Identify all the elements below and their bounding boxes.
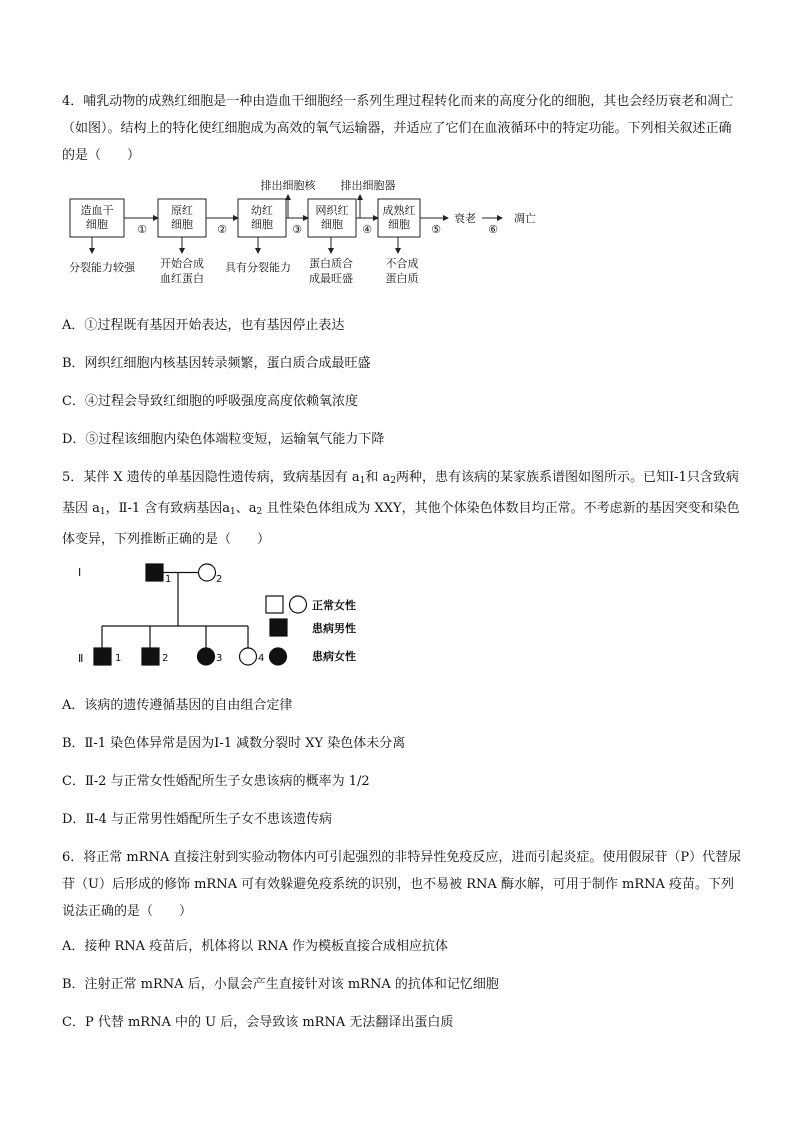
label-II-4: 4 <box>258 653 265 664</box>
legend-normal-female-symbol <box>290 596 307 613</box>
cell-stage-label-3: 细胞 <box>251 218 273 231</box>
step-marker-1: ① <box>137 223 147 236</box>
generation-I-label: Ⅰ <box>78 566 82 579</box>
stage-feature-label-5: 蛋白质 <box>385 272 419 285</box>
step-marker-6: ⑥ <box>488 223 498 236</box>
q4-option-b: B．网织红细胞内核基因转录频繁，蛋白质合成最旺盛 <box>62 356 371 371</box>
individual-I-2 <box>199 564 216 581</box>
q6-option-c: C．P 代替 mRNA 中的 U 后，会导致该 mRNA 无法翻译出蛋白质 <box>62 1015 454 1030</box>
label-nucleus-expelled: 排出细胞核 <box>260 179 316 192</box>
q4-option-d: D．⑤过程该细胞内染色体端粒变短，运输氧气能力下降 <box>62 432 385 447</box>
individual-II-4 <box>240 648 257 665</box>
cell-stage-label-1: 造血干 <box>80 204 114 217</box>
cell-stage-label-2: 原红 <box>171 204 193 217</box>
label-organelles-expelled: 排出细胞器 <box>340 179 396 192</box>
stage-feature-label-4: 蛋白质合 <box>309 257 353 270</box>
step-marker-4: ④ <box>362 223 372 236</box>
pedigree-figure <box>66 556 376 680</box>
individual-II-1 <box>94 648 111 665</box>
legend-normal-female-text: 正常女性 <box>312 599 356 612</box>
question-4-stem: 4．哺乳动物的成熟红细胞是一种由造血干细胞经一系列生理过程转化而来的高度分化的细胞，其也会经历衰老和凋亡（如图）。结构上的特化使红细胞成为高效的氧气运输器，并适应了它们在血液循环中的特定功能。下列相关叙述正确的是（ ） <box>62 94 734 163</box>
erythrocyte-differentiation-figure <box>66 175 546 301</box>
stage-feature-label-1: 分裂能力较强 <box>69 261 135 274</box>
cell-stage-label-4: 网织红 <box>315 204 349 217</box>
label-II-3: 3 <box>216 653 223 664</box>
q4-option-c: C．④过程会导致红细胞的呼吸强度高度依赖氧浓度 <box>62 394 358 409</box>
cell-stage-label-5: 成熟红 <box>382 204 416 217</box>
legend-affected-female-symbol <box>270 648 287 665</box>
cell-stage-label-5: 细胞 <box>388 218 410 231</box>
cell-stage-label-4: 细胞 <box>321 218 343 231</box>
stage-feature-label-2: 血红蛋白 <box>160 272 204 285</box>
label-I-2: 2 <box>216 574 223 585</box>
q5-option-c: C．Ⅱ-2 与正常女性婚配所生子女患该病的概率为 1/2 <box>62 774 370 789</box>
q5-option-d: D．Ⅱ-4 与正常男性婚配所生子女不患该遗传病 <box>62 812 333 827</box>
step-marker-3: ③ <box>292 223 302 236</box>
cell-stage-label-3: 幼红 <box>251 204 273 217</box>
label-aging: 衰老 <box>454 212 476 225</box>
label-apoptosis: 凋亡 <box>514 212 536 225</box>
stage-feature-label-5: 不合成 <box>385 257 419 270</box>
stage-feature-label-4: 成最旺盛 <box>309 272 353 285</box>
label-II-2: 2 <box>162 653 169 664</box>
label-II-1: 1 <box>115 653 122 664</box>
q5-option-a: A．该病的遗传遵循基因的自由组合定律 <box>62 698 293 713</box>
step-marker-5: ⑤ <box>431 223 441 236</box>
individual-I-1 <box>146 564 163 581</box>
cell-stage-label-1: 细胞 <box>86 218 108 231</box>
q5-option-b: B．Ⅱ-1 染色体异常是因为Ⅰ-1 减数分裂时 XY 染色体未分离 <box>62 736 406 751</box>
question-6-stem: 6．将正常 mRNA 直接注射到实验动物体内可引起强烈的非特异性免疫反应，进而引起炎症。使用假尿苷（P）代替尿苷（U）后形成的修饰 mRNA 可有效躲避免疫系统的识别，也不易被 RNA 酶水解，可用于制作 mRNA 疫苗。下列说法正确的是（ ） <box>62 850 742 919</box>
individual-II-3 <box>198 648 215 665</box>
legend-affected-male-text: 患病男性 <box>312 622 356 635</box>
stage-feature-label-3: 具有分裂能力 <box>225 261 291 274</box>
step-marker-2: ② <box>217 223 227 236</box>
generation-II-label: Ⅱ <box>78 652 84 665</box>
individual-II-2 <box>142 648 159 665</box>
legend-affected-female-text: 患病女性 <box>312 650 356 663</box>
stage-feature-label-2: 开始合成 <box>160 257 204 270</box>
legend-normal-male-symbol <box>266 596 283 613</box>
legend-affected-male-symbol <box>270 619 287 636</box>
q6-option-a: A．接种 RNA 疫苗后，机体将以 RNA 作为模板直接合成相应抗体 <box>62 939 449 954</box>
cell-stage-label-2: 细胞 <box>171 218 193 231</box>
label-I-1: 1 <box>165 574 172 585</box>
pedigree-chart <box>66 556 376 676</box>
q6-option-b: B．注射正常 mRNA 后，小鼠会产生直接针对该 mRNA 的抗体和记忆细胞 <box>62 977 499 992</box>
differentiation-diagram <box>66 175 546 297</box>
question-5-stem: 5．某伴 X 遗传的单基因隐性遗传病，致病基因有 $a_1$和 $a_2$两种，患有该病的某家族系谱图如图所示。已知Ⅰ-1只含致病基因 $a_1$，Ⅱ-1 含有致病基因$a_1$、$a_2$ 且性染色体组成为 XXY，其他个体染色体数目均正常。不考虑新的基因突变和染色体变异，下列推断正确的是（ ） <box>62 470 740 547</box>
q4-option-a: A．①过程既有基因开始表达，也有基因停止表达 <box>62 318 345 333</box>
